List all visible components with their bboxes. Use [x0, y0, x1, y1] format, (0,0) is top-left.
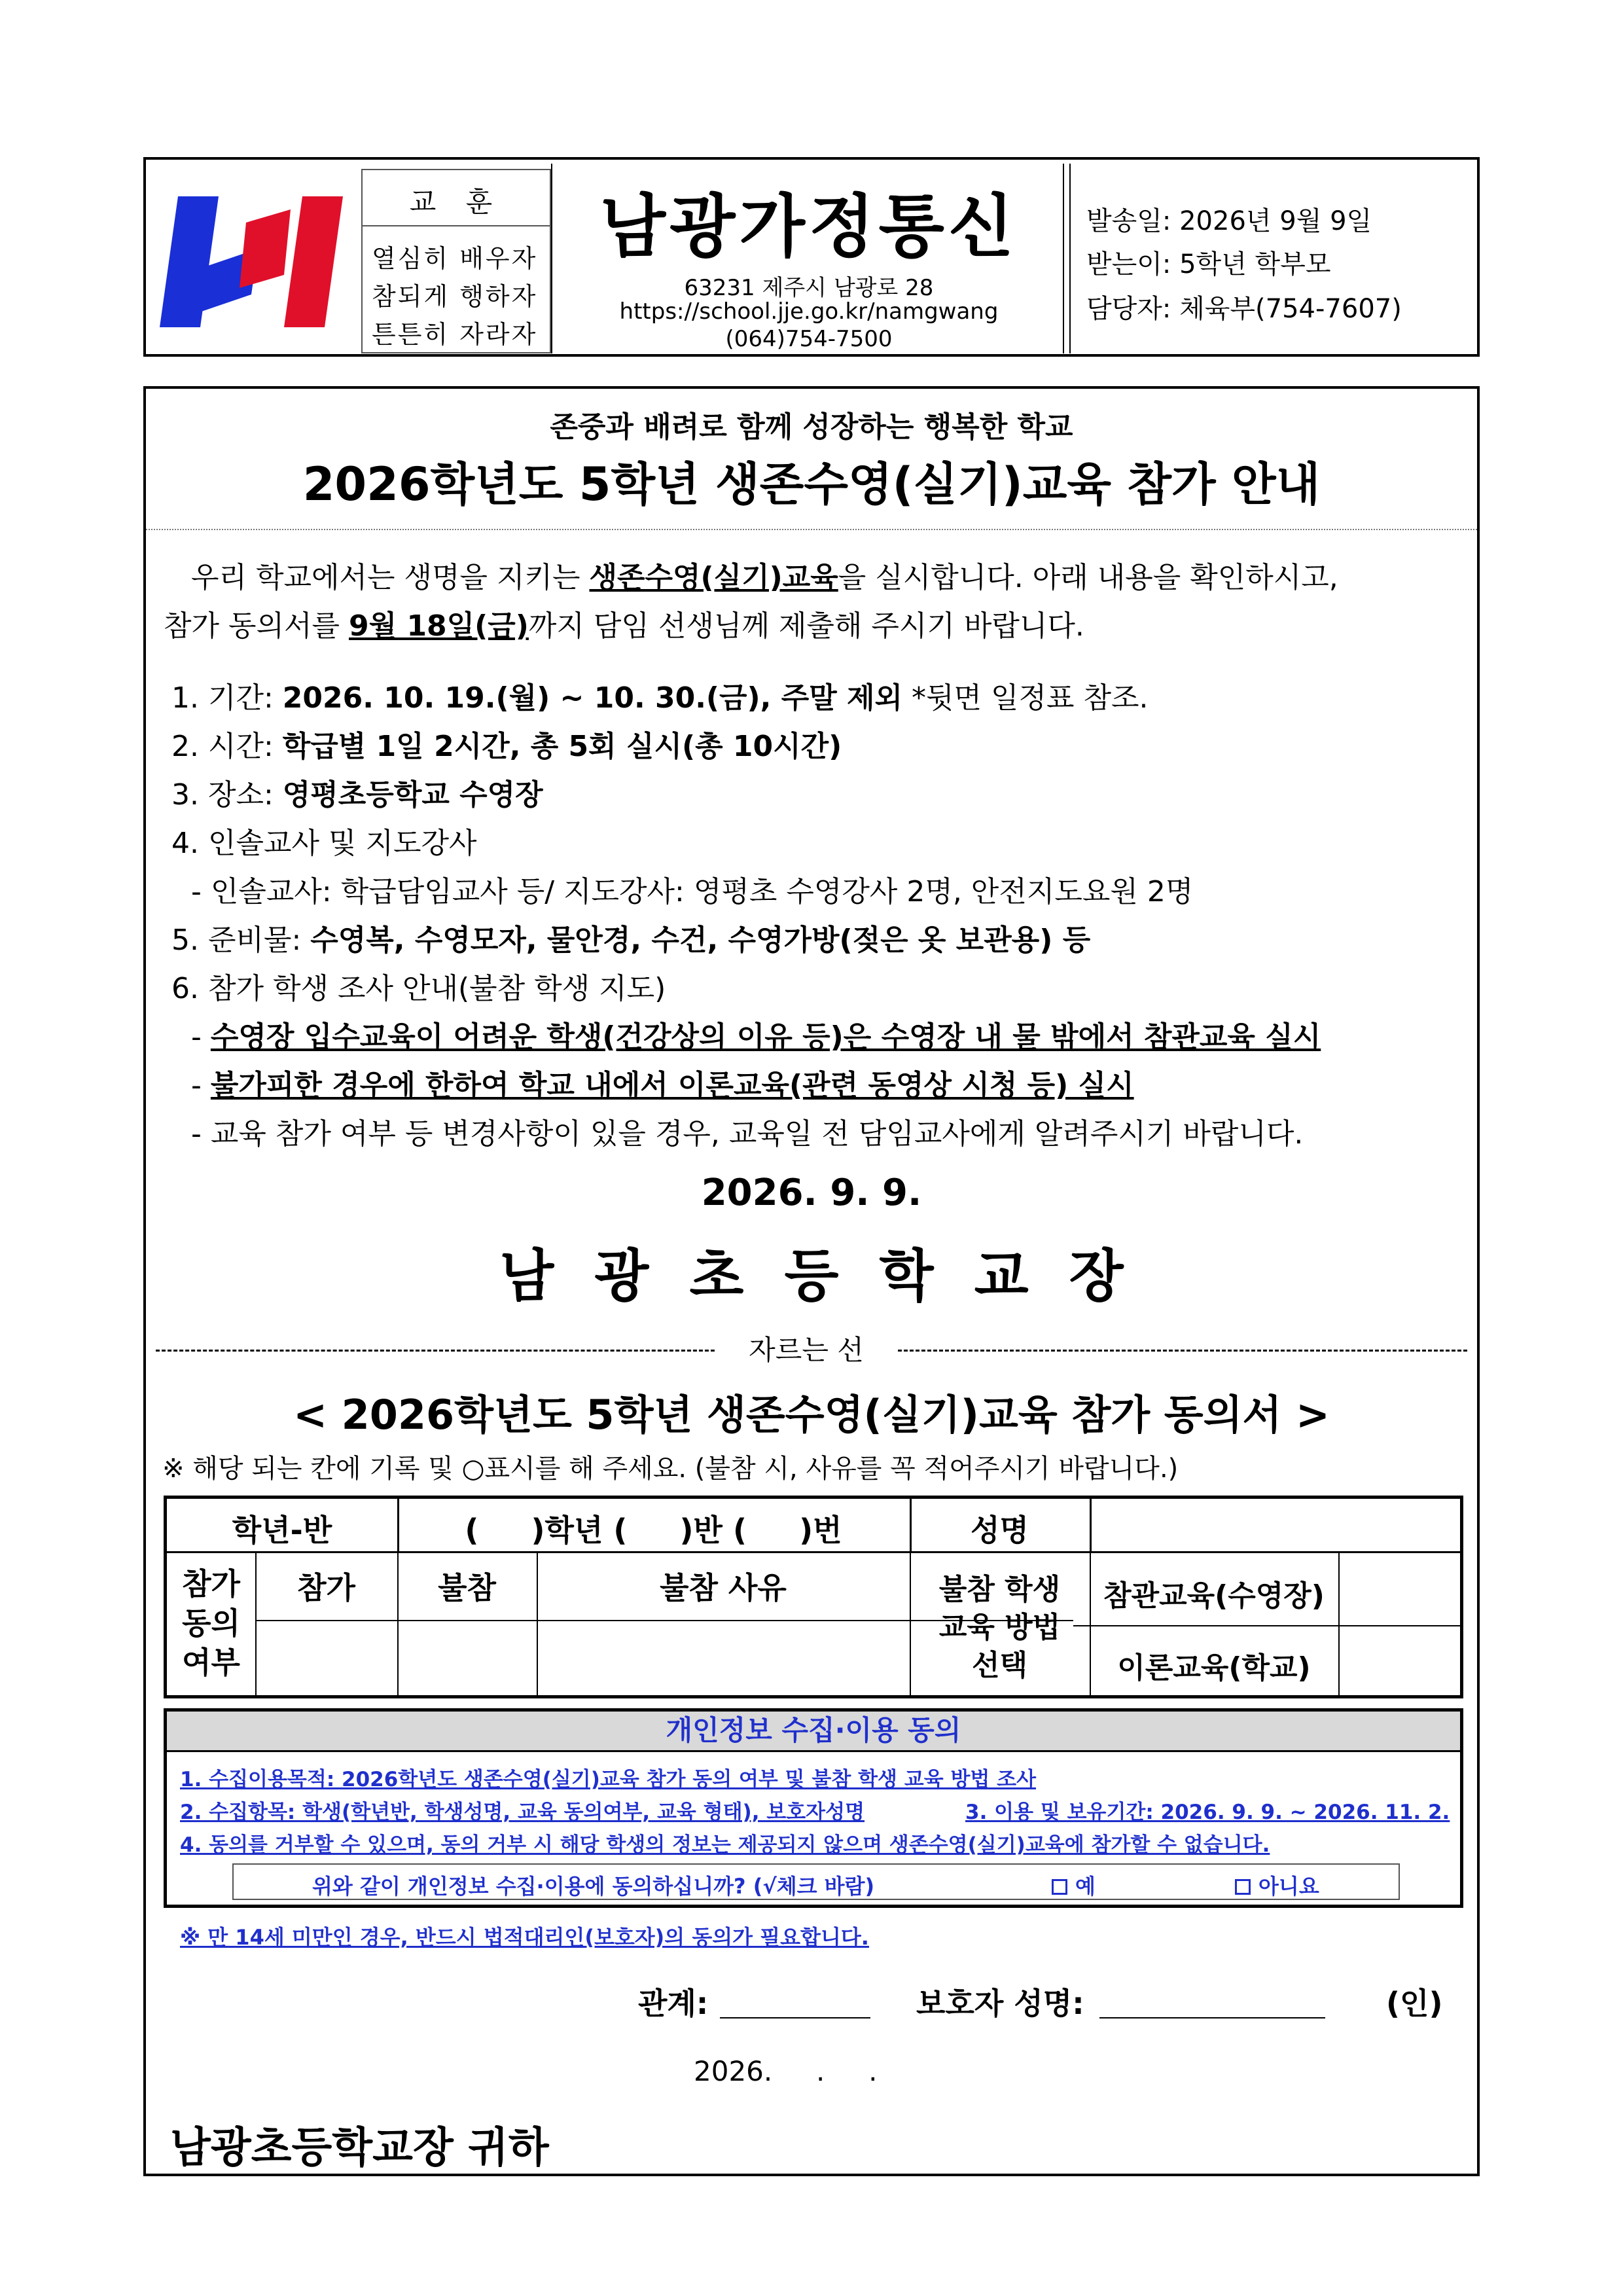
absent-reason-header: 불참 사유 [660, 1570, 787, 1605]
student-name-field[interactable] [1090, 1501, 1460, 1549]
consent-status-header: 참가 동의 여부 [182, 1566, 240, 1680]
observe-option-label: 참관교육(수영장) [1103, 1579, 1325, 1613]
principal-name: 남광초등학교장 [499, 1244, 1164, 1309]
motto-line: 열심히 배우자 [372, 244, 538, 273]
privacy-items: 2. 수집항목: 학생(학년반, 학생성명, 교육 동의여부, 교육 형태), 보호자성명 [180, 1801, 865, 1824]
send-date: 발송일: 2026년 9월 9일 [1086, 206, 1372, 236]
privacy-question: 위와 같이 개인정보 수집·이용에 동의하십니까? (√체크 바람) [312, 1874, 875, 1899]
item-survey-observe: - 수영장 입수교육이 어려운 학생(건강상의 이유 등)은 수영장 내 물 밖에서 참관교육 실시 [191, 1020, 1321, 1054]
dotted-divider [146, 529, 1477, 530]
item-survey-theory: - 불가피한 경우에 한하여 학교 내에서 이론교육(관련 동영상 시청 등) 실시 [191, 1069, 1134, 1102]
motto-line: 튼튼히 자라자 [372, 320, 538, 349]
guardian-name-label: 보호자 성명: [916, 1986, 1084, 2021]
checkbox-icon[interactable] [1235, 1879, 1251, 1895]
attend-header: 참가 [297, 1570, 355, 1605]
divider [1063, 164, 1064, 353]
table-rule [167, 1551, 1460, 1553]
divider [551, 164, 552, 353]
school-phone: (064)754-7500 [725, 326, 893, 352]
observe-option-checkbox[interactable] [1338, 1554, 1460, 1624]
school-website: https://school.jje.go.kr/namgwang [619, 298, 999, 325]
item-time: 2. 시간: 학급별 1일 2시간, 총 5회 실시(총 10시간) [171, 730, 842, 763]
absent-header: 불참 [438, 1570, 496, 1605]
relation-label: 관계: [638, 1986, 709, 2021]
cut-line [156, 1350, 715, 1352]
cut-line [898, 1350, 1467, 1352]
item-staff: 4. 인솔교사 및 지도강사 [171, 827, 477, 860]
item-supplies: 5. 준비물: 수영복, 수영모자, 물안경, 수건, 수영가방(젖은 옷 보관용) 등 [171, 924, 1091, 957]
privacy-header: 개인정보 수집·이용 동의 [167, 1712, 1460, 1752]
privacy-refusal: 4. 동의를 거부할 수 있으며, 동의 거부 시 해당 학생의 정보는 제공되지 않으며 생존수영(실기)교육에 참가할 수 없습니다. [180, 1833, 1270, 1857]
attend-checkbox-cell[interactable] [255, 1623, 397, 1692]
seal-mark: (인) [1386, 1986, 1443, 2021]
theory-option-checkbox[interactable] [1338, 1627, 1460, 1693]
privacy-yes-option[interactable]: 예 [1052, 1870, 1096, 1900]
school-slogan: 존중과 배려로 함께 성장하는 행복한 학교 [550, 410, 1073, 444]
contact-person: 담당자: 체육부(754-7607) [1086, 294, 1402, 324]
guardian-name-field[interactable] [1099, 2017, 1325, 2018]
student-name-header: 성명 [971, 1513, 1029, 1548]
school-motto [361, 169, 551, 353]
recipient: 받는이: 5학년 학부모 [1086, 249, 1331, 279]
school-address: 63231 제주시 남광로 28 [684, 275, 934, 301]
item-period: 1. 기간: 2026. 10. 19.(월) ~ 10. 30.(금), 주말 제외 *뒷면 일정표 참조. [171, 681, 1149, 715]
privacy-period: 3. 이용 및 보유기간: 2026. 9. 9. ~ 2026. 11. 2. [965, 1801, 1450, 1824]
privacy-agree-row [232, 1863, 1400, 1900]
consent-instructions: ※ 해당 되는 칸에 기록 및 ○표시를 해 주세요. (불참 시, 사유를 꼭 적어주시기 바랍니다.) [162, 1454, 1179, 1484]
relation-field[interactable] [720, 2017, 870, 2018]
item-survey-change: - 교육 참가 여부 등 변경사항이 있을 경우, 교육일 전 담임교사에게 알려주시기 바랍니다. [191, 1117, 1304, 1151]
item-survey: 6. 참가 학생 조사 안내(불참 학생 지도) [171, 972, 666, 1005]
issue-date: 2026. 9. 9. [701, 1172, 922, 1214]
absent-method-header: 불참 학생 교육 방법 선택 [938, 1573, 1061, 1682]
motto-title: 교 훈 [409, 186, 503, 218]
divider [1069, 164, 1071, 353]
notice-title: 2026학년도 5학년 생존수영(실기)교육 참가 안내 [302, 457, 1321, 511]
privacy-purpose: 1. 수집이용목적: 2026학년도 생존수영(실기)교육 참가 동의 여부 및 불참 학생 교육 방법 조사 [180, 1768, 1037, 1791]
consent-title: < 2026학년도 5학년 생존수영(실기)교육 참가 동의서 > [293, 1391, 1330, 1439]
absent-reason-field[interactable] [537, 1623, 910, 1692]
grade-class-header: 학년-반 [232, 1513, 332, 1548]
newsletter-title: 남광가정통신 [599, 187, 1018, 266]
privacy-consent-box [164, 1708, 1463, 1908]
table-rule [1073, 1625, 1460, 1626]
absent-checkbox-cell[interactable] [397, 1623, 537, 1692]
item-place: 3. 장소: 영평초등학교 수영장 [171, 778, 543, 812]
motto-divider [363, 225, 550, 226]
checkbox-icon[interactable] [1052, 1879, 1067, 1895]
signature-date[interactable]: 2026. . . [694, 2055, 878, 2087]
theory-option-label: 이론교육(학교) [1117, 1651, 1311, 1685]
consent-form-table [164, 1496, 1463, 1698]
intro-paragraph-line2: 참가 동의서를 9월 18일(금)까지 담임 선생님께 제출해 주시기 바랍니다. [164, 609, 1084, 643]
minor-consent-note: ※ 만 14세 미만인 경우, 반드시 법적대리인(보호자)의 동의가 필요합니다. [180, 1925, 869, 1950]
privacy-no-option[interactable]: 아니요 [1235, 1870, 1319, 1900]
item-staff-detail: - 인솔교사: 학급담임교사 등/ 지도강사: 영평초 수영강사 2명, 안전지도요원 2명 [191, 875, 1194, 908]
cut-line-label: 자르는 선 [749, 1334, 864, 1366]
grade-class-fill[interactable]: ( )학년 ( )반 ( )번 [465, 1513, 842, 1548]
motto-line: 참되게 행하자 [372, 282, 538, 311]
addressee: 남광초등학교장 귀하 [170, 2124, 549, 2172]
school-logo [160, 196, 343, 327]
intro-paragraph-line1: 우리 학교에서는 생명을 지키는 생존수영(실기)교육을 실시합니다. 아래 내용을 확인하시고, [191, 561, 1338, 594]
